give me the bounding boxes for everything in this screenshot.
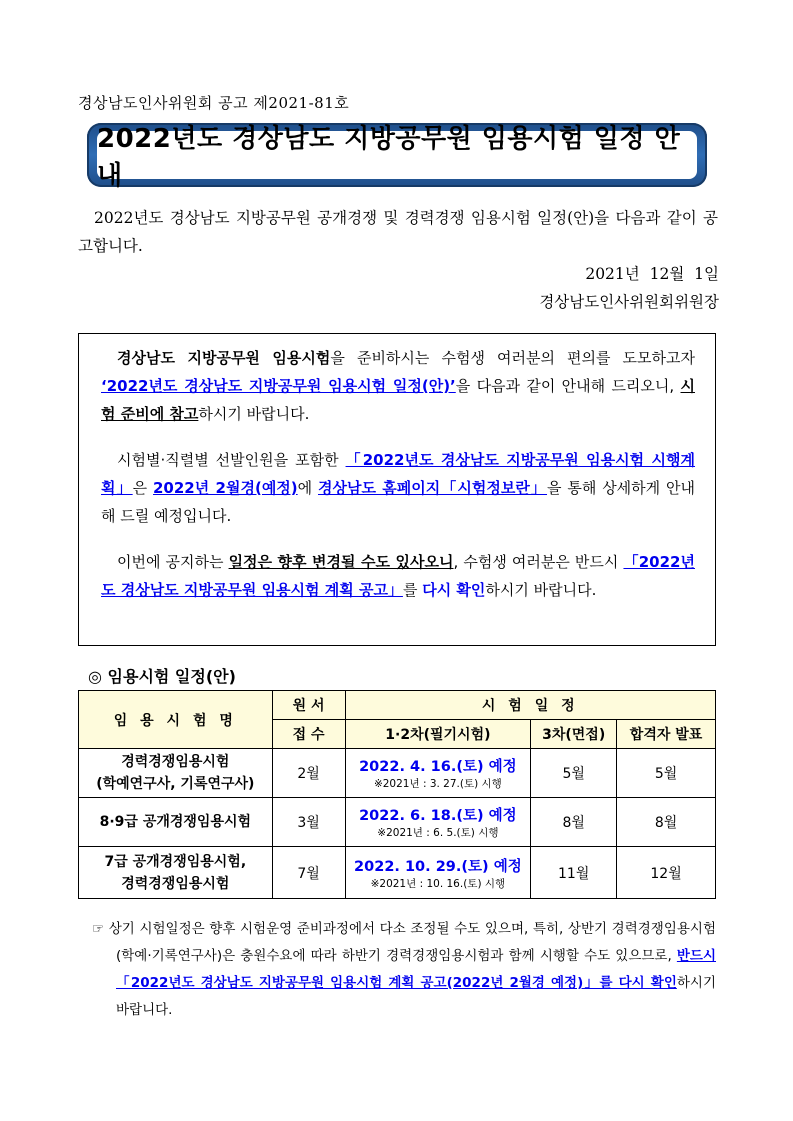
info-p1-d: 을 다음과 같이 안내해 드리오니, [455, 377, 681, 395]
written-date: 2022. 6. 18.(토) 예정 [359, 808, 517, 824]
row-result: 8월 [617, 798, 716, 847]
header-interview: 3차(면접) [531, 720, 617, 749]
footnote [92, 916, 716, 1024]
header-receipt-2: 접 수 [272, 720, 345, 749]
info-p2-g: 을 통해 상세하게 안내해 드릴 예정입니다. [101, 479, 695, 525]
info-p1-e: 시험 준비에 참고 [101, 377, 695, 423]
row-receipt: 3월 [272, 798, 345, 847]
info-paragraph-3 [101, 548, 695, 604]
schedule-table [78, 690, 716, 899]
info-p3-f: 다시 확인 [422, 581, 486, 599]
title-banner [87, 123, 707, 191]
page-title: 2022년도 경상남도 지방공무원 임용시험 일정 안내 [97, 131, 697, 179]
info-p1-c: ‘2022년도 경상남도 지방공무원 임용시험 일정(안)’ [101, 377, 456, 395]
footnote-a: ☞ 상기 시험일정은 향후 시험운영 준비과정에서 다소 조정될 수도 있으며, 특히, 상반기 경력경쟁임용시험(학예·기록연구사)은 충원수요에 따라 하반기 경력경쟁임용시험과 함께 시행할 수도 있으므로, [92, 921, 716, 964]
info-p2-a: 시험별·직렬별 선발인원을 포함한 [117, 451, 346, 469]
header-receipt-1: 원 서 [272, 691, 345, 720]
info-paragraph-2 [101, 446, 695, 530]
notice-date: 2021년 12월 1일 [585, 265, 719, 283]
header-exam-name: 임 용 시 험 명 [79, 691, 273, 749]
info-p2-b: 「2022년도 경상남도 지방공무원 임용시험 시행계획」 [101, 451, 696, 497]
row-interview: 11월 [531, 847, 617, 899]
info-box [78, 333, 716, 646]
row-exam-name [79, 798, 273, 847]
info-p1-b: 을 준비하시는 수험생 여러분의 편의를 도모하고자 [330, 349, 695, 367]
row-result: 12월 [617, 847, 716, 899]
row-result: 5월 [617, 749, 716, 798]
header-written: 1·2차(필기시험) [345, 720, 531, 749]
row-receipt: 2월 [272, 749, 345, 798]
row-name-line-1: 7급 공개경쟁임용시험, [104, 853, 247, 870]
info-p3-a: 이번에 공지하는 [117, 553, 229, 571]
signature: 경상남도인사위원회위원장 [539, 293, 719, 311]
footnote-b: 반드시「2022년도 경상남도 지방공무원 임용시험 계획 공고(2022년 2월경 예정)」를 다시 확인 [116, 948, 716, 991]
footnote-c: 하시기 바랍니다. [116, 975, 716, 1018]
row-exam-name [79, 749, 273, 798]
written-note: ※2021년 : 10. 16.(토) 시행 [370, 877, 506, 890]
row-receipt: 7월 [272, 847, 345, 899]
row-written [345, 798, 531, 847]
info-p3-b: 일정은 향후 변경될 수도 있사오니 [228, 553, 454, 571]
header-result: 합격자 발표 [617, 720, 716, 749]
row-interview: 5월 [531, 749, 617, 798]
info-paragraph-1 [101, 344, 695, 428]
row-written [345, 749, 531, 798]
section-title: ◎ 임용시험 일정(안) [88, 667, 236, 686]
footnote-text [92, 916, 716, 1024]
row-name-line-1: 8·9급 공개경쟁임용시험 [99, 814, 252, 830]
info-p2-f: 경상남도 홈페이지「시험정보란」 [318, 479, 548, 497]
notice-number: 경상남도인사위원회 공고 제2021-81호 [78, 94, 350, 112]
written-date: 2022. 4. 16.(토) 예정 [359, 759, 517, 775]
header-exam-schedule: 시 험 일 정 [345, 691, 715, 720]
written-note: ※2021년 : 3. 27.(토) 시행 [373, 778, 502, 790]
info-p2-e: 에 [297, 479, 318, 497]
table-row [79, 847, 716, 899]
table-row [79, 749, 716, 798]
row-written [345, 847, 531, 899]
intro-text: 2022년도 경상남도 지방공무원 공개경쟁 및 경력경쟁 임용시험 일정(안)을 다음과 같이 공고합니다. [78, 209, 718, 255]
info-p1-f: 하시기 바랍니다. [198, 405, 310, 423]
written-note: ※2021년 : 6. 5.(토) 시행 [377, 827, 499, 839]
info-p3-d: 「2022년도 경상남도 지방공무원 임용시험 계획 공고」 [101, 553, 695, 599]
info-p3-g: 하시기 바랍니다. [485, 581, 597, 599]
row-name-line-2: (학예연구사, 기록연구사) [96, 776, 255, 792]
written-date: 2022. 10. 29.(토) 예정 [354, 858, 522, 875]
info-p2-d: 2022년 2월경(예정) [153, 479, 298, 497]
info-p2-c: 은 [132, 479, 153, 497]
table-row [79, 798, 716, 847]
row-name-line-1: 경력경쟁임용시험 [121, 754, 230, 770]
info-p1-a: 경상남도 지방공무원 임용시험 [117, 349, 331, 367]
row-exam-name [79, 847, 273, 899]
row-interview: 8월 [531, 798, 617, 847]
info-p3-e: 를 [402, 581, 423, 599]
info-p3-c: , 수험생 여러분은 반드시 [453, 553, 624, 571]
row-name-line-2: 경력경쟁임용시험 [121, 875, 230, 892]
